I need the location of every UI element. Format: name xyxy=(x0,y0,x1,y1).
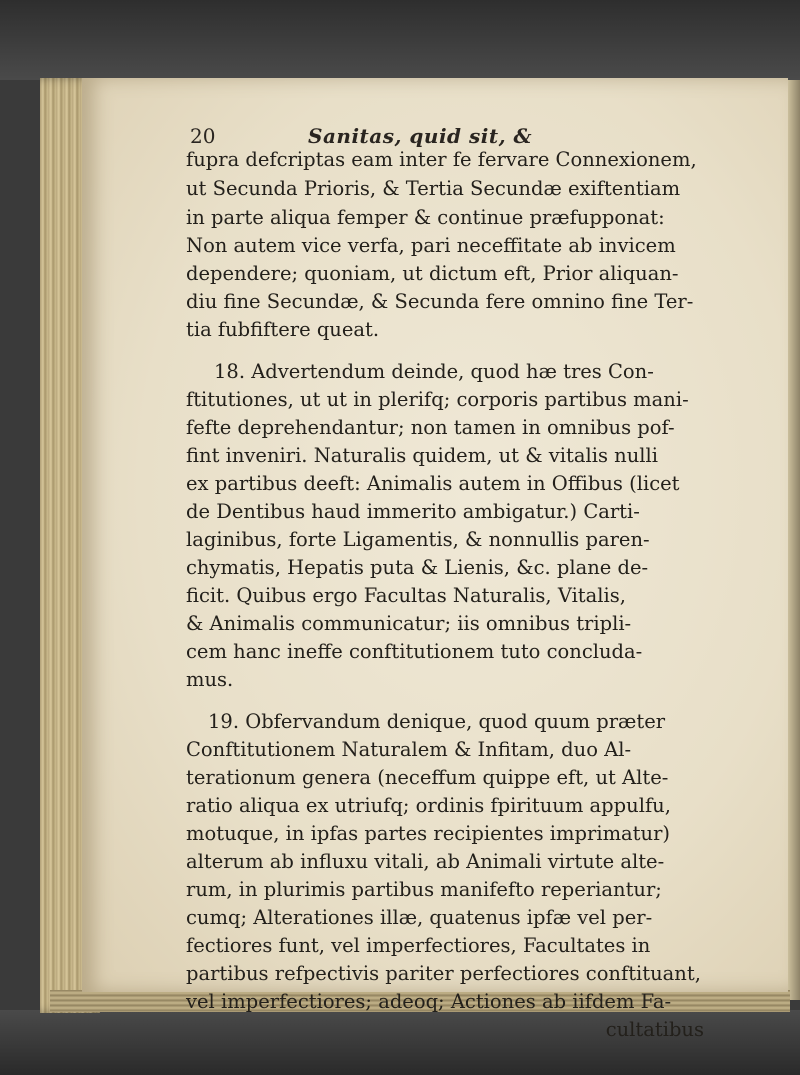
text-line: ex partibus deeft: Animalis autem in Offibus (licet xyxy=(186,472,680,495)
text-line: de Dentibus haud immerito ambigatur.) Carti- xyxy=(186,500,640,523)
text-line: & Animalis communicatur; iis omnibus tripli- xyxy=(186,612,632,635)
text-line: alterum ab influxu vitali, ab Animali virtute alte- xyxy=(186,850,665,873)
text-line: in parte aliqua femper & continue præfupponat: xyxy=(186,206,665,229)
text-line: chymatis, Hepatis puta & Lienis, &c. plane de- xyxy=(186,556,649,579)
running-head-title: Sanitas, quid sit, & xyxy=(308,124,533,148)
text-line: terationum genera (neceffum quippe eft, ut Alte- xyxy=(186,766,669,789)
text-line: fefte deprehendantur; non tamen in omnibus pof- xyxy=(186,416,675,439)
text-line: ut Secunda Prioris, & Tertia Secundæ exiftentiam xyxy=(186,177,681,200)
book-fore-edge xyxy=(788,80,800,1000)
text-line: laginibus, forte Ligamentis, & nonnullis paren- xyxy=(186,528,650,551)
text-line: partibus refpectivis pariter perfectiores conftituant, xyxy=(186,962,701,985)
text-line: 19. Obfervandum denique, quod quum præter xyxy=(208,710,666,733)
text-line: ficit. Quibus ergo Facultas Naturalis, Vitalis, xyxy=(186,584,626,607)
text-line: Conftitutionem Naturalem & Infitam, duo Al- xyxy=(186,738,632,761)
text-line: mus. xyxy=(186,668,234,691)
background-top xyxy=(0,0,800,80)
text-line: fint inveniri. Naturalis quidem, ut & vitalis nulli xyxy=(186,444,658,467)
text-line: fectiores funt, vel imperfectiores, Facultates in xyxy=(186,934,651,957)
text-line: diu fine Secundæ, & Secunda fere omnino fine Ter- xyxy=(186,290,694,313)
text-line: ftitutiones, ut ut in plerifq; corporis partibus mani- xyxy=(186,388,689,411)
text-line: dependere; quoniam, ut dictum eft, Prior aliquan- xyxy=(186,262,679,285)
text-line: cumq; Alterationes illæ, quatenus ipfæ vel per- xyxy=(186,906,653,929)
text-line: fupra defcriptas eam inter fe fervare Connexionem, xyxy=(186,148,697,171)
catchword: cultatibus xyxy=(605,1018,704,1041)
text-line: ratio aliqua ex utriufq; ordinis fpirituum appulfu, xyxy=(186,794,671,817)
text-line: tia fubfiftere queat. xyxy=(186,318,380,341)
text-line: 18. Advertendum deinde, quod hæ tres Con- xyxy=(214,360,654,383)
page-number: 20 xyxy=(190,124,216,148)
text-line: rum, in plurimis partibus manifefto reperiantur; xyxy=(186,878,662,901)
text-line: motuque, in ipfas partes recipientes imprimatur) xyxy=(186,822,671,845)
text-line: cem hanc ineffe conftitutionem tuto concluda- xyxy=(186,640,643,663)
text-line: Non autem vice verfa, pari neceffitate ab invicem xyxy=(186,234,676,257)
text-line: vel imperfectiores; adeoq; Actiones ab iifdem Fa- xyxy=(186,990,672,1013)
